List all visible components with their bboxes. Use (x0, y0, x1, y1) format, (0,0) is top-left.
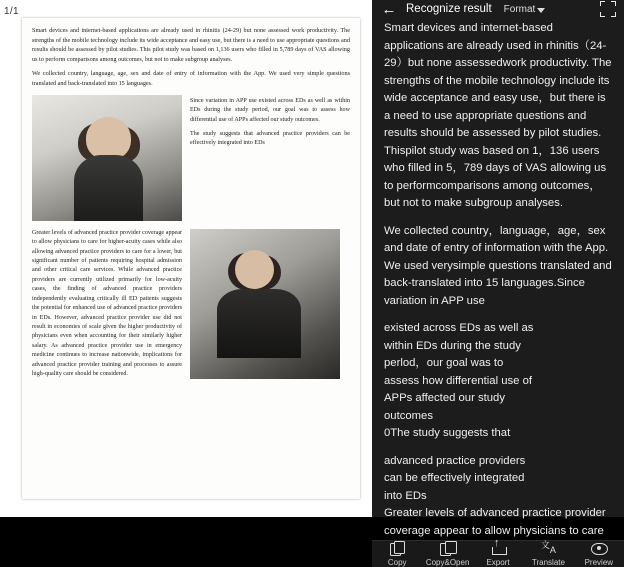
doc-block-text-photo (32, 229, 350, 385)
chevron-down-icon (537, 8, 545, 13)
scanned-document[interactable] (22, 18, 360, 499)
page-indicator: 1/1 (4, 6, 19, 17)
doc-paragraph-1: Smart devices and internet-based applications are already used in rhinitis (24-29) but none assessed work productivity. The strengths of the mobile technology include its wide acceptance and easy use, but there is a need to use appropriate questions and results should be assessed by pilot studies. This pilot study was based on 1,136 users who filled in 5,789 days of VAS allowing us to perform comparisons among outcomes, but not to make subgroup analyses. (32, 27, 350, 63)
result-paragraph: Smart devices and internet-based applications are already used in rhinitis（24-29）but none assessedwork productivity. The strengths of the mobile technology include its wide acceptance and easy use，but there is a need to use appropriate questions and results should be assessed by pilot studies. Thispilot study was based on 1，136 users who filled in 5，789 days of VAS allowing us to performcomparisons among outcomes，but not to make subgroup analyses. (384, 22, 612, 209)
export-icon (491, 541, 506, 555)
copy-button[interactable] (372, 541, 422, 567)
doc-paragraph-2: We collected country, language, age, sex and date of entry of information with the App. We used very simple questions translated and back-translated into 15 languages. (32, 70, 350, 88)
doc-paragraph-4: The study suggests that advanced practice providers can be effectively integrated into EDs (190, 130, 350, 147)
copy-label: Copy (387, 558, 407, 567)
copy-icon (390, 541, 405, 555)
translate-button[interactable] (523, 541, 573, 567)
doc-column-right (190, 95, 350, 221)
result-paragraph: into EDs (384, 489, 427, 502)
panel-title: Recognize result (406, 3, 492, 15)
translate-label: Translate (531, 558, 565, 567)
preview-button[interactable] (574, 541, 624, 567)
result-paragraph: assess how differential use of (384, 374, 532, 387)
format-label: Format (503, 3, 536, 15)
result-paragraph: perlod，our goal was to (384, 357, 504, 369)
copy-and-open-button[interactable] (422, 541, 472, 567)
result-paragraph: 0The study suggests that (384, 427, 511, 439)
export-label: Export (486, 558, 510, 567)
back-arrow-icon[interactable]: ← (381, 0, 397, 18)
format-selector[interactable] (504, 4, 546, 15)
result-paragraph: within EDs during the study (384, 339, 521, 352)
result-paragraph: We collected country，language，age，sex and date of entry of information with the App. We used verysimple questions translated and back-translated into 15 languages.Since variation in APP use (384, 224, 612, 307)
recognize-result-panel (372, 0, 624, 567)
result-paragraph: APPs affected our study (384, 392, 505, 404)
result-paragraph: Greater levels of advanced practice provider (384, 507, 606, 519)
result-text-body[interactable] (372, 18, 624, 540)
doc-paragraph-3: Since variation in APP use existed across EDs as well as within EDs during the study period, our goal was to assess how differential use of APPs affected our study outcomes. (190, 97, 350, 123)
result-paragraph: outcomes (384, 409, 433, 422)
export-button[interactable] (473, 541, 523, 567)
result-paragraph: advanced practice providers (384, 454, 526, 467)
result-header (372, 0, 624, 18)
doc-column-left (32, 229, 182, 385)
copy-open-icon (440, 541, 455, 555)
result-paragraph: existed across EDs as well as (384, 322, 534, 334)
result-paragraph: coverage appear to allow physicians to care (384, 524, 604, 537)
preview-label: Preview (584, 558, 614, 567)
doc-block-photo-text (32, 95, 350, 221)
result-toolbar (372, 540, 624, 567)
fullscreen-icon[interactable] (600, 1, 616, 17)
translate-icon (541, 541, 556, 555)
document-photo-2 (190, 229, 340, 379)
preview-icon (591, 541, 606, 555)
doc-paragraph-5: Greater levels of advanced practice provider coverage appear to allow physicians to care for higher-acuity cases while also allowing advanced practice providers to care for a lower, but significant number of patients requiring hospital admission and other critical care services. While advanced practice providers are currently utilized primarily for low-acuity cases, the finding of advanced practice providers independently evaluating critically ill ED patients suggests the potential for enhanced use of advanced practice providers in EDs. However, advanced practice provider use did not result in economies of scale given the higher productivity of physicians even when accounting for their similarly higher salary. As advanced practice provider use in emergency medicine continues to increase nationwide, implications for advanced practice provider training and processes to assure high-quality care should be considered. (32, 229, 182, 378)
result-paragraph: can be effectively integrated (384, 472, 525, 484)
document-photo-1 (32, 95, 182, 221)
copy-open-label: Copy&Open (425, 558, 470, 567)
